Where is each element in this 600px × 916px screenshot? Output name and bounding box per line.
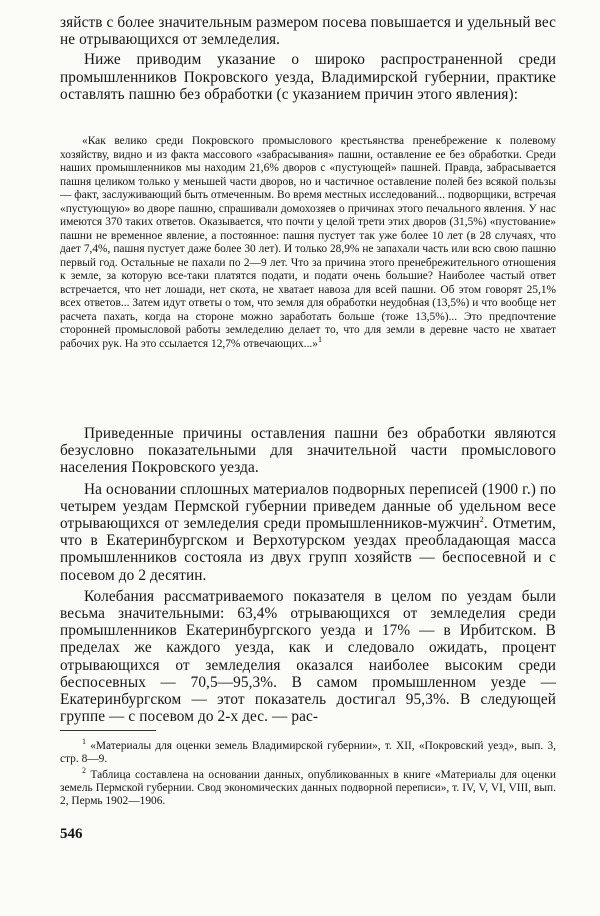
footnote-1-mark: 1 (82, 737, 86, 747)
footnote-ref-2: 2 (479, 514, 484, 524)
footnote-ref-1: 1 (317, 334, 322, 344)
footnotes (60, 737, 556, 808)
paragraph-reasons: Приведенные причины оставления пашни без обработки являются безусловно показательными для значительной части промыслового населения Покровского уезда. (60, 425, 556, 477)
paragraph-fluctuations: Колебания рассматриваемого показателя в целом по уездам были весьма значительными: 63,4% отрывающихся от земледелия среди промышленников Екатеринбургского уезда и 17% — в Ирбитском. В пределах же каждого уезда, как и следовало ожидать, процент отрывающихся от земледелия оказался наиболее высоким среди беспосевных — 70,5—95,3%. В самом промышленном уезде — Екатеринбургском — этот показатель достигал 95,3%. В следующей группе — с посевом до 2-х дес. — рас- (60, 587, 556, 726)
paragraph-intro-quote: Ниже приводим указание о широко распространенной среди промышленников Покровского уезда, Владимирской губернии, практике оставлять пашню без обработки (с указанием причин этого явления): (60, 51, 556, 103)
block-quote (60, 135, 556, 351)
paragraph-perm-data (60, 481, 556, 584)
footnote-2-text: Таблица составлена на основании данных, опубликованных в книге «Материалы для оценки земель Пермской губернии. Свод экономических данных подворной переписи», т. IV, V, VI, VIII, вып. 2, Пермь 1902—1906. (60, 768, 556, 808)
perm-data-part1: На основании сплошных материалов подворных переписей (1900 г.) по четырем уездам Пермской губернии приведем данные об удельном весе отрывающихся от земледелия среди промышленников-мужчин (60, 480, 556, 533)
perm-data-part2: . Отметим, что в Екатеринбургском и Верхотурском уездах преобладающая масса промышленников состояла из двух групп хозяйств — беспосевной и с посевом до 2 десятин. (60, 515, 556, 584)
quote-body: «Как велико среди Покровского промыслового крестьянства пренебрежение к полевому хозяйству, видно и из факта массового «забрасывания» пашни, оставление ее без обработки. Среди наших промышленников мы находим 21,6% дворов с «пустующей» пашней. Правда, забрасывается пашня целиком только у меньшей части дворов, но и частичное оставление полей без всякой пользы — факт, заслуживающий быть отмеченным. Во время местных исследований... подворщики, встречая «пустующую» во дворе пашню, спрашивали домохозяев о причинах этого печального явления. У нас имеются 370 таких ответов. Оказывается, что почти у целой трети этих дворов (31,5%) «пустование» пашни не временное явление, а постоянное: пашня пустует так уже более 10 лет (в 28 случаях, что дает 7,4%, пашня пустует даже более 30 лет). И только 28,9% не запахали часть или всю свою пашню первый год. Остальные не пахали по 2—9 лет. Что за причина этого пренебрежительного отношения к земле, за которую все-таки платятся подати, и подати очень большие? Наиболее частый ответ встречается, что нет лошади, нет скота, не хватает навоза для всей пашни. Об этом говорят 25,1% всех ответов... Затем идут ответы о том, что земля для обработки неудобная (13,5%) и что вообще нет расчета пахать, когда на стороне можно заработать больше (тоже 13,5%)... Это предпочтение сторонней промысловой работы земледелию делает то, что для земли в деревне часто не хватает рабочих рук. На это ссылается 12,7% отвечающих...» (60, 135, 556, 350)
footnote-1-text: «Материалы для оценки земель Владимирской губернии», т. XII, «Покровский уезд», вып. 3, стр. 8—9. (60, 740, 556, 766)
body-text-bottom (60, 425, 556, 725)
quote-text (60, 135, 556, 351)
footnote-rule (60, 730, 156, 731)
footnote-2-mark: 2 (82, 765, 86, 775)
page-number: 546 (60, 826, 83, 842)
footnote-2 (60, 765, 556, 809)
body-text-top (60, 14, 556, 103)
paragraph-continuation: зяйств с более значительным размером посева повышается и удельный вес не отрывающихся от земледелия. (60, 14, 556, 49)
footnote-1 (60, 737, 556, 767)
